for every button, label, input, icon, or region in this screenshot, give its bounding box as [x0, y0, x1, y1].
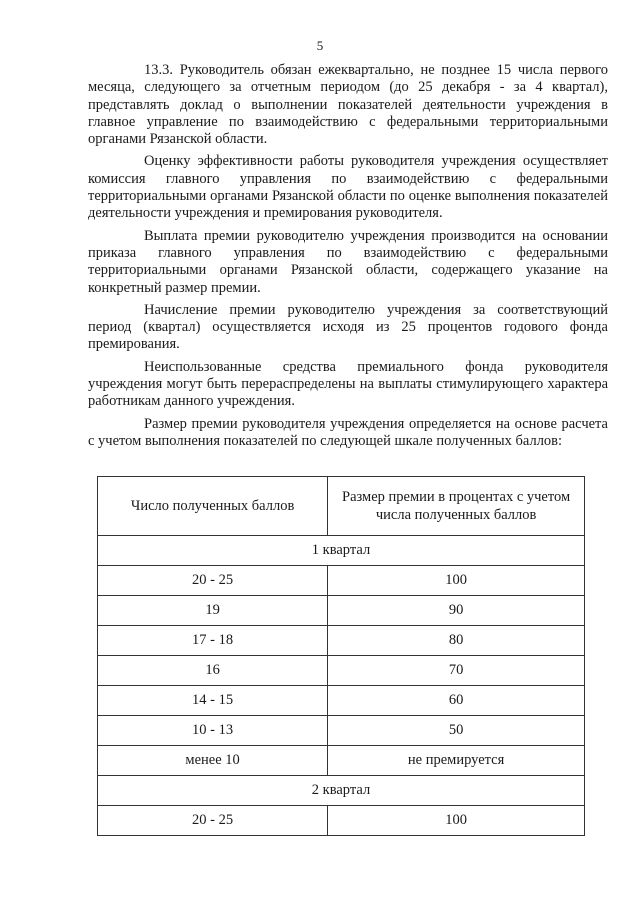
percent-cell: не премируется [328, 746, 585, 776]
table-row [98, 626, 585, 656]
body-text [88, 62, 608, 455]
table-header-row [98, 477, 585, 536]
percent-cell: 100 [328, 566, 585, 596]
points-cell: 14 - 15 [98, 686, 328, 716]
points-cell: 20 - 25 [98, 806, 328, 836]
percent-cell: 50 [328, 716, 585, 746]
table-row [98, 566, 585, 596]
quarter-label: 1 квартал [98, 536, 585, 566]
points-cell: 17 - 18 [98, 626, 328, 656]
points-cell: 10 - 13 [98, 716, 328, 746]
paragraph-unused-funds: Неиспользованные средства премиального фонда руководителя учреждения могут быть перераспределены на выплаты стимулирующего характера работникам данного учреждения. [88, 358, 608, 410]
quarter-row [98, 536, 585, 566]
percent-cell: 90 [328, 596, 585, 626]
paragraph-report-duty: 13.3. Руководитель обязан ежеквартально, не позднее 15 числа первого месяца, следующего за отчетным периодом (до 25 декабря - за 4 квартал), представлять доклад о выполнении показателей деятельности учреждения в главное управление по взаимодействию с федеральными территориальными органами Рязанской области. [88, 62, 608, 148]
paragraph-accrual: Начисление премии руководителю учреждения за соответствующий период (квартал) осуществляется исходя из 25 процентов годового фонда премирования. [88, 301, 608, 353]
percent-cell: 60 [328, 686, 585, 716]
header-points: Число полученных баллов [98, 477, 328, 536]
page-number: 5 [316, 38, 324, 53]
paragraph-evaluation: Оценку эффективности работы руководителя учреждения осуществляет комиссия главного управления по взаимодействию с федеральными территориальными органами Рязанской области по оценке выполнения показателей деятельности учреждения и премирования руководителя. [88, 153, 608, 222]
points-cell: менее 10 [98, 746, 328, 776]
percent-cell: 80 [328, 626, 585, 656]
percent-cell: 100 [328, 806, 585, 836]
table-row [98, 746, 585, 776]
points-cell: 20 - 25 [98, 566, 328, 596]
quarter-label: 2 квартал [98, 776, 585, 806]
table-row [98, 596, 585, 626]
table-row [98, 686, 585, 716]
paragraph-payment: Выплата премии руководителю учреждения производится на основании приказа главного управления по взаимодействию с федеральными территориальными органами Рязанской области, содержащего указание на конкретный размер премии. [88, 227, 608, 296]
table-row [98, 656, 585, 686]
quarter-row [98, 776, 585, 806]
bonus-scale-table [97, 476, 585, 836]
points-cell: 16 [98, 656, 328, 686]
percent-cell: 70 [328, 656, 585, 686]
paragraph-scale-intro: Размер премии руководителя учреждения определяется на основе расчета с учетом выполнения показателей по следующей шкале полученных баллов: [88, 415, 608, 449]
header-bonus-percent: Размер премии в процентах с учетом числа полученных баллов [328, 477, 585, 536]
points-cell: 19 [98, 596, 328, 626]
table-row [98, 716, 585, 746]
table-row [98, 806, 585, 836]
